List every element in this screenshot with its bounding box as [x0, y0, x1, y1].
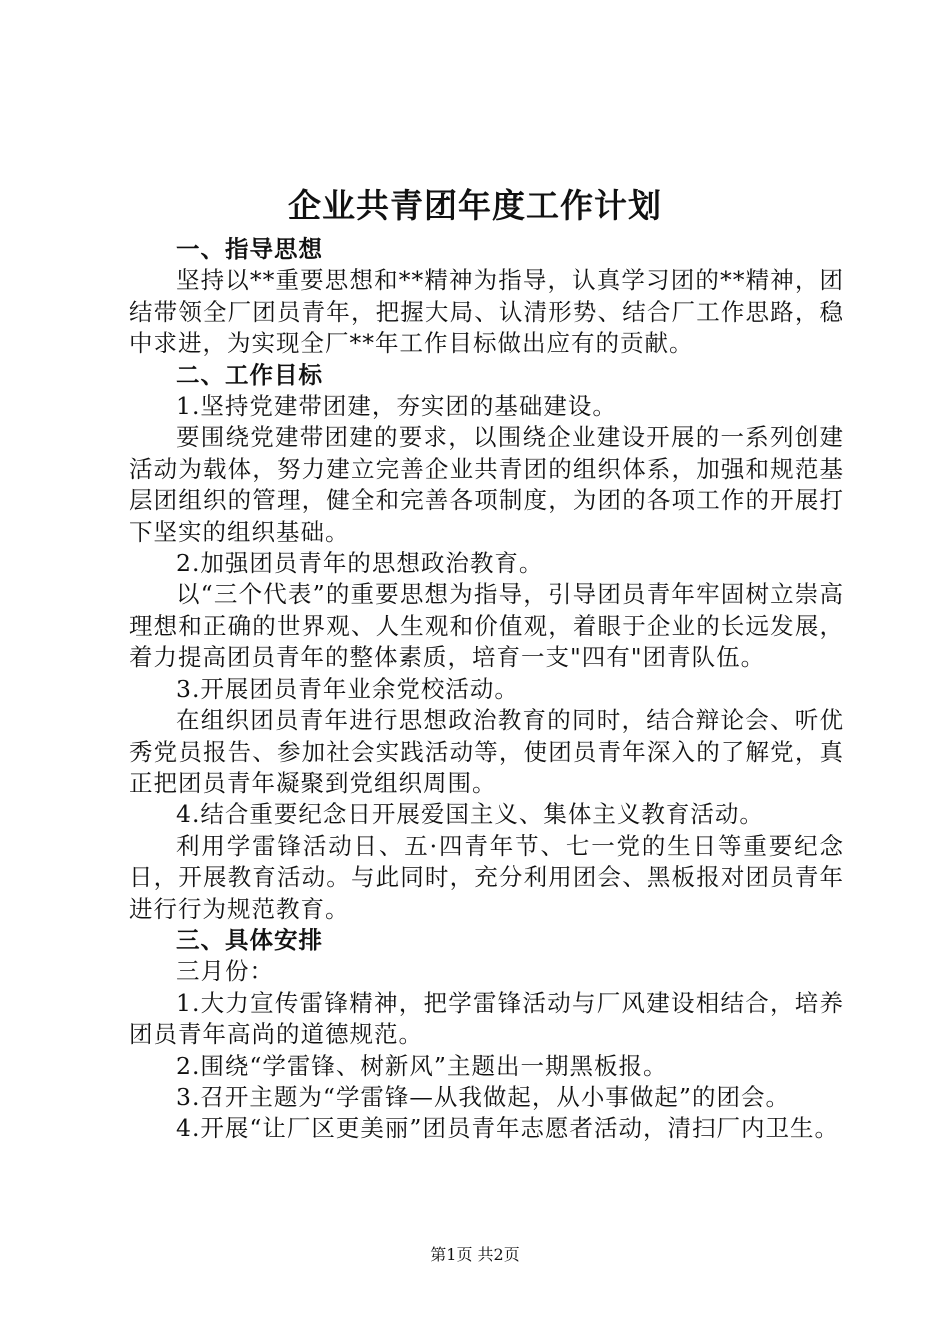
paragraph: 坚持以**重要思想和**精神为指导，认真学习团的**精神，团结带领全厂团员青年，把握大局、认清形势、结合厂工作思路，稳中求进，为实现全厂**年工作目标做出应有的贡献。	[129, 266, 844, 358]
paragraph: 三月份：	[176, 957, 274, 986]
paragraph: 要围绕党建带团建的要求，以围绕企业建设开展的一系列创建活动为载体，努力建立完善企业共青团的组织体系，加强和规范基层团组织的管理，健全和完善各项制度，为团的各项工作的开展打下坚实的组织基础。	[129, 423, 844, 546]
paragraph: 在组织团员青年进行思想政治教育的同时，结合辩论会、听优秀党员报告、参加社会实践活动等，使团员青年深入的了解党，真正把团员青年凝聚到党组织周围。	[129, 706, 844, 797]
document-title: 企业共青团年度工作计划	[288, 186, 662, 225]
section-heading: 二、工作目标	[176, 360, 323, 389]
paragraph: 4.开展“让厂区更美丽”团员青年志愿者活动，清扫厂内卫生。	[176, 1114, 839, 1143]
paragraph: 2.加强团员青年的思想政治教育。	[176, 549, 544, 578]
paragraph: 1.坚持党建带团建，夯实团的基础建设。	[176, 392, 617, 421]
paragraph: 利用学雷锋活动日、五·四青年节、七一党的生日等重要纪念日，开展教育活动。与此同时，充分利用团会、黑板报对团员青年进行行为规范教育。	[129, 831, 844, 923]
paragraph: 以“三个代表”的重要思想为指导，引导团员青年牢固树立崇高理想和正确的世界观、人生观和价值观，着眼于企业的长远发展，着力提高团员青年的整体素质，培育一支"四有"团青队伍。	[129, 580, 844, 672]
section-heading: 三、具体安排	[176, 925, 323, 954]
paragraph: 3.开展团员青年业余党校活动。	[176, 674, 519, 703]
paragraph: 4.结合重要纪念日开展爱国主义、集体主义教育活动。	[176, 800, 764, 829]
page-footer: 第1页 共2页	[430, 1245, 520, 1264]
paragraph: 3.召开主题为“学雷锋—从我做起，从小事做起”的团会。	[176, 1082, 790, 1111]
document-body	[129, 234, 844, 1145]
section-heading: 一、指导思想	[176, 235, 323, 263]
paragraph: 2.围绕“学雷锋、树新风”主题出一期黑板报。	[176, 1051, 668, 1080]
paragraph: 1.大力宣传雷锋精神，把学雷锋活动与厂风建设相结合，培养团员青年高尚的道德规范。	[129, 988, 844, 1049]
